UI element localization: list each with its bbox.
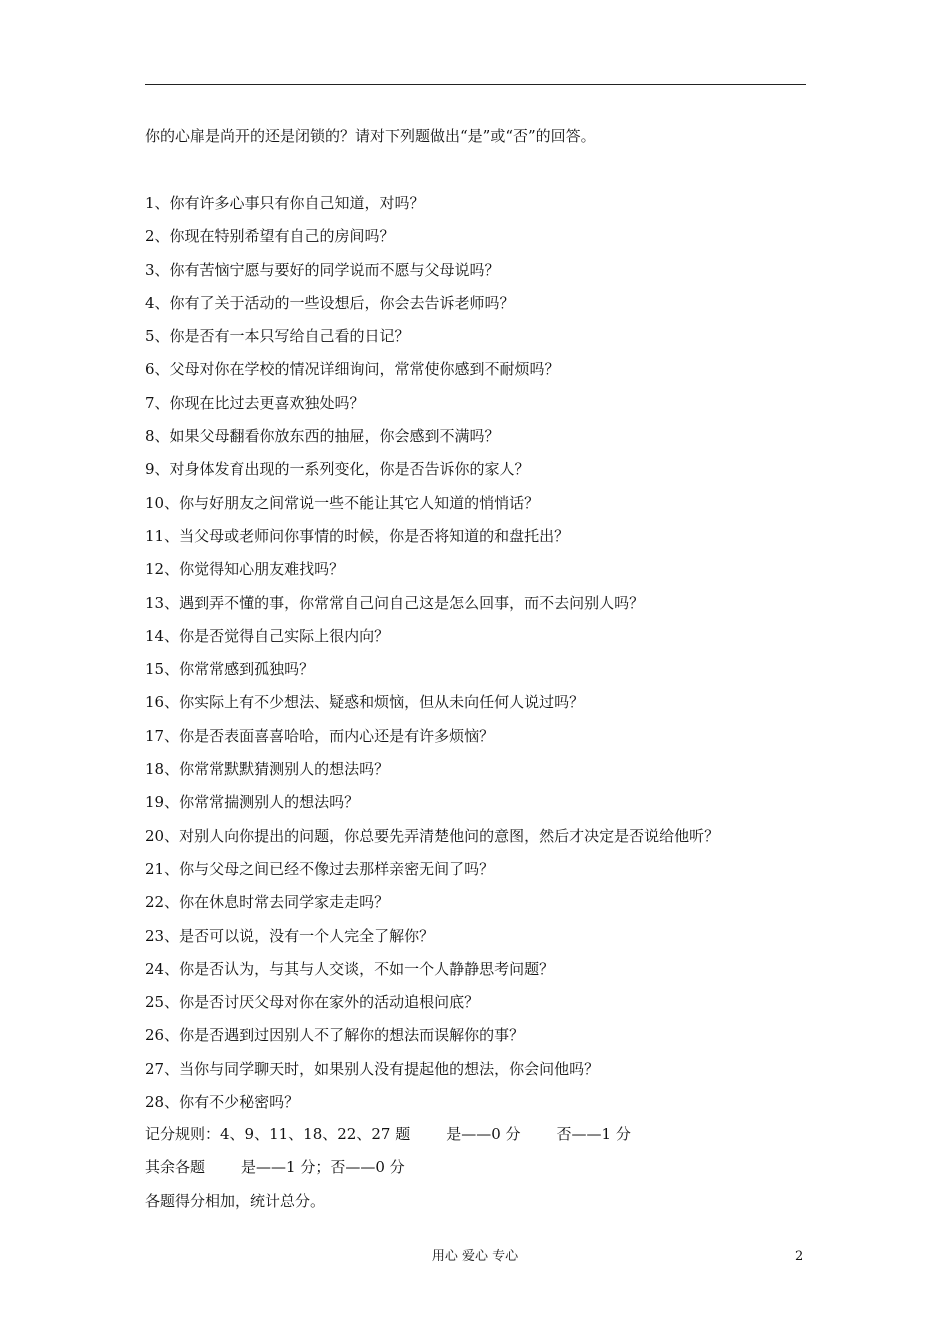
question-item: 19、你常常揣测别人的想法吗？	[145, 793, 360, 812]
question-item: 28、你有不少秘密吗？	[145, 1093, 300, 1112]
question-item: 10、你与好朋友之间常说一些不能让其它人知道的悄悄话？	[145, 493, 540, 512]
question-item: 14、你是否觉得自己实际上很内向？	[145, 626, 390, 645]
question-item: 23、是否可以说，没有一个人完全了解你？	[145, 926, 435, 945]
scoring-rule-line	[145, 1124, 631, 1157]
scoring-rule-no: 否——1 分	[556, 1125, 631, 1143]
question-item: 27、当你与同学聊天时，如果别人没有提起他的想法，你会问他吗？	[145, 1059, 600, 1078]
question-item: 25、你是否讨厌父母对你在家外的活动追根问底？	[145, 993, 480, 1012]
question-item: 18、你常常默默猜测别人的想法吗？	[145, 760, 390, 779]
question-item: 9、对身体发育出现的一系列变化，你是否告诉你的家人？	[145, 460, 530, 479]
scoring-total: 各题得分相加，统计总分。	[145, 1191, 326, 1210]
question-item: 11、当父母或老师问你事情的时候，你是否将知道的和盘托出？	[145, 526, 570, 545]
question-item: 26、你是否遇到过因别人不了解你的想法而误解你的事？	[145, 1026, 525, 1045]
scoring-others-label: 其余各题	[145, 1158, 206, 1177]
header-rule	[145, 84, 806, 85]
question-item: 12、你觉得知心朋友难找吗？	[145, 560, 345, 579]
question-item: 22、你在休息时常去同学家走走吗？	[145, 893, 390, 912]
question-item: 16、你实际上有不少想法、疑惑和烦恼，但从未向任何人说过吗？	[145, 693, 585, 712]
question-item: 15、你常常感到孤独吗？	[145, 660, 315, 679]
footer-text: 用心 爱心 专心	[431, 1249, 519, 1264]
scoring-others-line	[145, 1157, 631, 1190]
question-item: 3、你有苦恼宁愿与要好的同学说而不愿与父母说吗？	[145, 260, 500, 279]
question-item: 21、你与父母之间已经不像过去那样亲密无间了吗？	[145, 859, 495, 878]
scoring-section	[145, 1124, 631, 1224]
question-item: 5、你是否有一本只写给自己看的日记？	[145, 327, 410, 346]
question-item: 7、你现在比过去更喜欢独处吗？	[145, 393, 365, 412]
question-item: 8、如果父母翻看你放东西的抽屉，你会感到不满吗？	[145, 427, 500, 446]
question-item: 1、你有许多心事只有你自己知道，对吗？	[145, 194, 425, 212]
scoring-rule-label: 记分规则：4、9、11、18、22、27 题	[145, 1125, 411, 1143]
question-list	[145, 193, 719, 1125]
question-item: 24、你是否认为，与其与人交谈，不如一个人静静思考问题？	[145, 959, 555, 978]
question-item: 6、父母对你在学校的情况详细询问，常常使你感到不耐烦吗？	[145, 360, 560, 379]
question-item: 4、你有了关于活动的一些设想后，你会去告诉老师吗？	[145, 293, 515, 312]
question-item: 2、你现在特别希望有自己的房间吗？	[145, 227, 395, 246]
intro-text: 你的心扉是尚开的还是闭锁的？请对下列题做出“是”或“否”的回答。	[145, 127, 596, 145]
scoring-rule-yes: 是——0 分	[446, 1125, 521, 1143]
question-item: 17、你是否表面喜喜哈哈，而内心还是有许多烦恼？	[145, 726, 495, 745]
page-number: 2	[795, 1249, 804, 1264]
question-item: 20、对别人向你提出的问题，你总要先弄清楚他问的意图，然后才决定是否说给他听？	[145, 826, 720, 845]
question-item: 13、遇到弄不懂的事，你常常自己问自己这是怎么回事，而不去问别人吗？	[145, 593, 645, 612]
scoring-others-scores: 是——1 分；否——0 分	[241, 1158, 405, 1177]
